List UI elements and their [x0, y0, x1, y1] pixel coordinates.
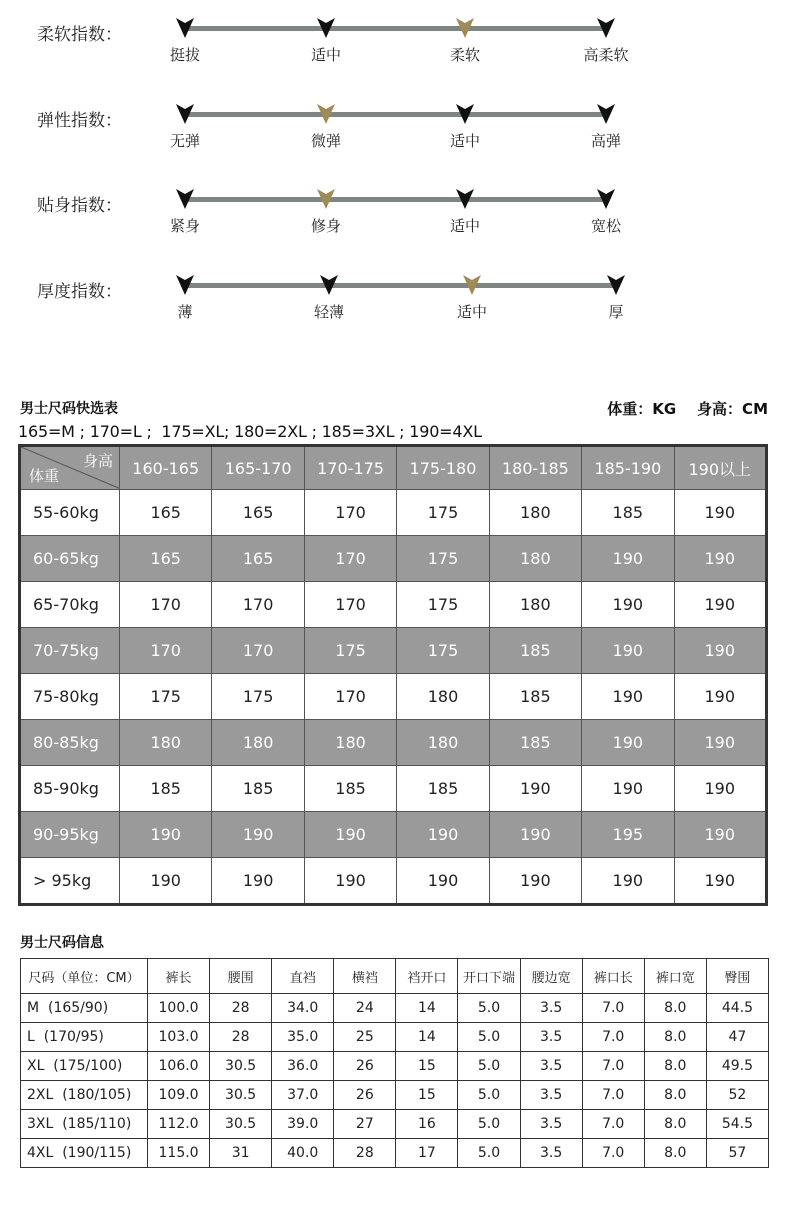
- info-column-header: 腰围: [210, 959, 272, 994]
- measurement-cell: 15: [396, 1052, 458, 1081]
- size-value-cell: 195: [582, 812, 674, 858]
- info-column-header: 裤口宽: [644, 959, 706, 994]
- measurement-cell: 37.0: [272, 1081, 334, 1110]
- size-chart-title: 男士尺码快选表: [20, 401, 118, 417]
- size-value-cell: 175: [304, 628, 396, 674]
- weight-row: [20, 536, 767, 582]
- size-value-cell: 190: [212, 812, 304, 858]
- index-option-label: 适中: [456, 303, 488, 321]
- size-value-cell: 190: [582, 582, 674, 628]
- index-option-label: 紧身: [169, 217, 201, 235]
- measurement-cell: 3.5: [520, 1023, 582, 1052]
- size-value-cell: 190: [489, 766, 581, 812]
- measurement-cell: 31: [210, 1139, 272, 1168]
- size-value-cell: 175: [397, 628, 489, 674]
- size-value-cell: 170: [120, 582, 212, 628]
- height-range-header: 170-175: [304, 446, 396, 490]
- measurement-cell: 7.0: [582, 994, 644, 1023]
- measurement-cell: 57: [706, 1139, 768, 1168]
- measurement-cell: 36.0: [272, 1052, 334, 1081]
- measurement-cell: 3.5: [520, 1110, 582, 1139]
- marker-icon: [455, 188, 475, 210]
- weight-row: [20, 674, 767, 720]
- index-option-label: 厚: [608, 303, 624, 321]
- measurement-cell: 26: [334, 1081, 396, 1110]
- measurement-cell: 28: [334, 1139, 396, 1168]
- size-value-cell: 165: [212, 536, 304, 582]
- measurement-cell: 30.5: [210, 1052, 272, 1081]
- index-scale-3: [0, 188, 790, 248]
- selected-marker-icon: [455, 17, 475, 39]
- info-column-header: 横裆: [334, 959, 396, 994]
- size-value-cell: 190: [397, 858, 489, 905]
- size-value-cell: 185: [120, 766, 212, 812]
- measurement-cell: 100.0: [148, 994, 210, 1023]
- size-value-cell: 180: [212, 720, 304, 766]
- size-value-cell: 190: [674, 628, 766, 674]
- size-value-cell: 190: [304, 812, 396, 858]
- index-option-label: 适中: [310, 46, 342, 64]
- measurement-cell: 30.5: [210, 1081, 272, 1110]
- marker-icon: [455, 103, 475, 125]
- measurement-cell: 8.0: [644, 1081, 706, 1110]
- index-option-label: 适中: [449, 217, 481, 235]
- weight-row: [20, 582, 767, 628]
- measurement-cell: 35.0: [272, 1023, 334, 1052]
- size-value-cell: 165: [212, 490, 304, 536]
- measurement-cell: 103.0: [148, 1023, 210, 1052]
- size-value-cell: 185: [489, 674, 581, 720]
- measurement-cell: 5.0: [458, 994, 520, 1023]
- measurement-cell: 28: [210, 994, 272, 1023]
- measurement-cell: 26: [334, 1052, 396, 1081]
- measurement-cell: 8.0: [644, 1052, 706, 1081]
- index-option-label: 薄: [177, 303, 193, 321]
- size-value-cell: 170: [304, 582, 396, 628]
- measurement-cell: 5.0: [458, 1052, 520, 1081]
- size-info-title: 男士尺码信息: [20, 935, 104, 951]
- size-value-cell: 165: [120, 536, 212, 582]
- index-title: 柔软指数：: [37, 25, 122, 45]
- marker-icon: [606, 274, 626, 296]
- weight-range-cell: 60-65kg: [20, 536, 120, 582]
- size-value-cell: 190: [304, 858, 396, 905]
- measurement-cell: 8.0: [644, 1110, 706, 1139]
- height-range-header: 180-185: [489, 446, 581, 490]
- measurement-cell: 7.0: [582, 1110, 644, 1139]
- size-value-cell: 190: [674, 858, 766, 905]
- size-value-cell: 190: [674, 674, 766, 720]
- info-row: [21, 1023, 769, 1052]
- height-range-header: 160-165: [120, 446, 212, 490]
- info-row: [21, 1081, 769, 1110]
- weight-row: [20, 720, 767, 766]
- size-info-table: [20, 958, 769, 1168]
- measurement-cell: 5.0: [458, 1081, 520, 1110]
- index-option-label: 宽松: [590, 217, 622, 235]
- size-value-cell: 185: [489, 720, 581, 766]
- size-label-cell: XL (175/100): [21, 1052, 148, 1081]
- info-header-row: [21, 959, 769, 994]
- weight-range-cell: 70-75kg: [20, 628, 120, 674]
- marker-icon: [175, 274, 195, 296]
- measurement-cell: 24: [334, 994, 396, 1023]
- height-range-header: 185-190: [582, 446, 674, 490]
- size-value-cell: 180: [489, 490, 581, 536]
- size-value-cell: 170: [304, 490, 396, 536]
- corner-cell: [20, 446, 120, 490]
- size-value-cell: 170: [304, 536, 396, 582]
- index-option-label: 柔软: [449, 46, 481, 64]
- size-value-cell: 175: [212, 674, 304, 720]
- index-option-label: 高柔软: [583, 46, 629, 64]
- size-value-cell: 185: [212, 766, 304, 812]
- index-title: 贴身指数：: [37, 196, 122, 216]
- size-value-cell: 190: [120, 812, 212, 858]
- index-scale-1: [0, 17, 790, 77]
- info-column-header: 尺码（单位：CM）: [21, 959, 148, 994]
- size-value-cell: 180: [489, 536, 581, 582]
- measurement-cell: 25: [334, 1023, 396, 1052]
- measurement-cell: 54.5: [706, 1110, 768, 1139]
- measurement-cell: 3.5: [520, 1081, 582, 1110]
- measurement-cell: 27: [334, 1110, 396, 1139]
- size-value-cell: 190: [582, 766, 674, 812]
- marker-icon: [316, 17, 336, 39]
- index-track-line: [185, 26, 606, 31]
- size-value-cell: 190: [582, 536, 674, 582]
- marker-icon: [175, 188, 195, 210]
- measurement-cell: 49.5: [706, 1052, 768, 1081]
- size-value-cell: 190: [582, 674, 674, 720]
- marker-icon: [175, 103, 195, 125]
- weight-row: [20, 812, 767, 858]
- size-value-cell: 190: [120, 858, 212, 905]
- weight-range-cell: > 95kg: [20, 858, 120, 905]
- selected-marker-icon: [316, 188, 336, 210]
- measurement-cell: 8.0: [644, 1023, 706, 1052]
- measurement-cell: 3.5: [520, 1052, 582, 1081]
- size-label-cell: 2XL (180/105): [21, 1081, 148, 1110]
- measurement-cell: 115.0: [148, 1139, 210, 1168]
- size-value-cell: 180: [489, 582, 581, 628]
- measurement-cell: 5.0: [458, 1110, 520, 1139]
- info-column-header: 裤口长: [582, 959, 644, 994]
- size-value-cell: 165: [120, 490, 212, 536]
- size-value-cell: 190: [582, 628, 674, 674]
- measurement-cell: 30.5: [210, 1110, 272, 1139]
- measurement-cell: 3.5: [520, 994, 582, 1023]
- size-value-cell: 175: [397, 490, 489, 536]
- index-option-label: 轻薄: [313, 303, 345, 321]
- measurement-cell: 14: [396, 994, 458, 1023]
- marker-icon: [596, 103, 616, 125]
- size-value-cell: 185: [582, 490, 674, 536]
- size-value-cell: 190: [674, 536, 766, 582]
- size-value-cell: 190: [582, 720, 674, 766]
- measurement-cell: 8.0: [644, 1139, 706, 1168]
- size-value-cell: 190: [674, 582, 766, 628]
- marker-icon: [175, 17, 195, 39]
- measurement-cell: 39.0: [272, 1110, 334, 1139]
- weight-range-cell: 90-95kg: [20, 812, 120, 858]
- measurement-cell: 112.0: [148, 1110, 210, 1139]
- unit-note: 体重：KG 身高：CM: [607, 400, 768, 418]
- index-title: 弹性指数：: [37, 111, 122, 131]
- measurement-cell: 7.0: [582, 1052, 644, 1081]
- weight-range-cell: 55-60kg: [20, 490, 120, 536]
- index-option-label: 微弹: [310, 132, 342, 150]
- index-track-line: [185, 112, 606, 117]
- index-option-label: 适中: [449, 132, 481, 150]
- measurement-cell: 40.0: [272, 1139, 334, 1168]
- weight-row: [20, 490, 767, 536]
- measurement-cell: 14: [396, 1023, 458, 1052]
- index-option-label: 无弹: [169, 132, 201, 150]
- index-track-line: [185, 197, 606, 202]
- height-range-header: 165-170: [212, 446, 304, 490]
- measurement-cell: 16: [396, 1110, 458, 1139]
- size-value-cell: 190: [212, 858, 304, 905]
- size-value-cell: 175: [120, 674, 212, 720]
- measurement-cell: 7.0: [582, 1139, 644, 1168]
- size-value-cell: 185: [304, 766, 396, 812]
- height-axis-label: 身高: [82, 452, 113, 470]
- size-label-cell: L (170/95): [21, 1023, 148, 1052]
- index-scale-2: [0, 103, 790, 163]
- weight-range-cell: 65-70kg: [20, 582, 120, 628]
- size-value-cell: 180: [304, 720, 396, 766]
- info-column-header: 开口下端: [458, 959, 520, 994]
- size-value-cell: 175: [397, 536, 489, 582]
- info-row: [21, 1110, 769, 1139]
- size-value-cell: 190: [582, 858, 674, 905]
- index-option-label: 挺拔: [169, 46, 201, 64]
- size-value-cell: 190: [489, 858, 581, 905]
- marker-icon: [596, 17, 616, 39]
- measurement-cell: 47: [706, 1023, 768, 1052]
- info-row: [21, 994, 769, 1023]
- index-option-label: 高弹: [590, 132, 622, 150]
- size-value-cell: 175: [397, 582, 489, 628]
- weight-range-cell: 75-80kg: [20, 674, 120, 720]
- height-range-header: 175-180: [397, 446, 489, 490]
- height-header-row: [20, 446, 767, 490]
- size-value-cell: 190: [674, 490, 766, 536]
- marker-icon: [319, 274, 339, 296]
- measurement-cell: 34.0: [272, 994, 334, 1023]
- measurement-cell: 7.0: [582, 1023, 644, 1052]
- measurement-cell: 109.0: [148, 1081, 210, 1110]
- weight-axis-label: 体重: [29, 467, 60, 485]
- size-value-cell: 185: [397, 766, 489, 812]
- size-label-cell: M (165/90): [21, 994, 148, 1023]
- size-label-cell: 3XL (185/110): [21, 1110, 148, 1139]
- index-track-line: [185, 283, 616, 288]
- size-value-cell: 180: [120, 720, 212, 766]
- info-column-header: 裤长: [148, 959, 210, 994]
- size-value-cell: 190: [674, 766, 766, 812]
- measurement-cell: 106.0: [148, 1052, 210, 1081]
- measurement-cell: 5.0: [458, 1023, 520, 1052]
- size-label-cell: 4XL (190/115): [21, 1139, 148, 1168]
- size-value-cell: 180: [397, 720, 489, 766]
- measurement-cell: 28: [210, 1023, 272, 1052]
- info-row: [21, 1052, 769, 1081]
- height-range-header: 190以上: [674, 446, 766, 490]
- size-value-cell: 190: [397, 812, 489, 858]
- measurement-cell: 7.0: [582, 1081, 644, 1110]
- size-quick-select-table: [18, 444, 768, 906]
- selected-marker-icon: [462, 274, 482, 296]
- size-code-note: 165=M ; 170=L ; 175=XL; 180=2XL ; 185=3XL ; 190=4XL: [18, 422, 482, 441]
- size-value-cell: 180: [397, 674, 489, 720]
- weight-row: [20, 766, 767, 812]
- size-value-cell: 170: [304, 674, 396, 720]
- index-scale-4: [0, 274, 790, 334]
- info-column-header: 裆开口: [396, 959, 458, 994]
- weight-row: [20, 628, 767, 674]
- index-title: 厚度指数：: [37, 282, 122, 302]
- size-value-cell: 170: [212, 582, 304, 628]
- measurement-cell: 44.5: [706, 994, 768, 1023]
- weight-row: [20, 858, 767, 905]
- size-value-cell: 190: [674, 720, 766, 766]
- size-value-cell: 170: [120, 628, 212, 674]
- measurement-cell: 17: [396, 1139, 458, 1168]
- info-column-header: 臀围: [706, 959, 768, 994]
- info-column-header: 腰边宽: [520, 959, 582, 994]
- size-value-cell: 185: [489, 628, 581, 674]
- measurement-cell: 5.0: [458, 1139, 520, 1168]
- size-value-cell: 190: [489, 812, 581, 858]
- info-column-header: 直裆: [272, 959, 334, 994]
- measurement-cell: 8.0: [644, 994, 706, 1023]
- measurement-cell: 52: [706, 1081, 768, 1110]
- selected-marker-icon: [316, 103, 336, 125]
- marker-icon: [596, 188, 616, 210]
- weight-range-cell: 85-90kg: [20, 766, 120, 812]
- size-value-cell: 170: [212, 628, 304, 674]
- weight-range-cell: 80-85kg: [20, 720, 120, 766]
- index-option-label: 修身: [310, 217, 342, 235]
- measurement-cell: 15: [396, 1081, 458, 1110]
- measurement-cell: 3.5: [520, 1139, 582, 1168]
- info-row: [21, 1139, 769, 1168]
- size-value-cell: 190: [674, 812, 766, 858]
